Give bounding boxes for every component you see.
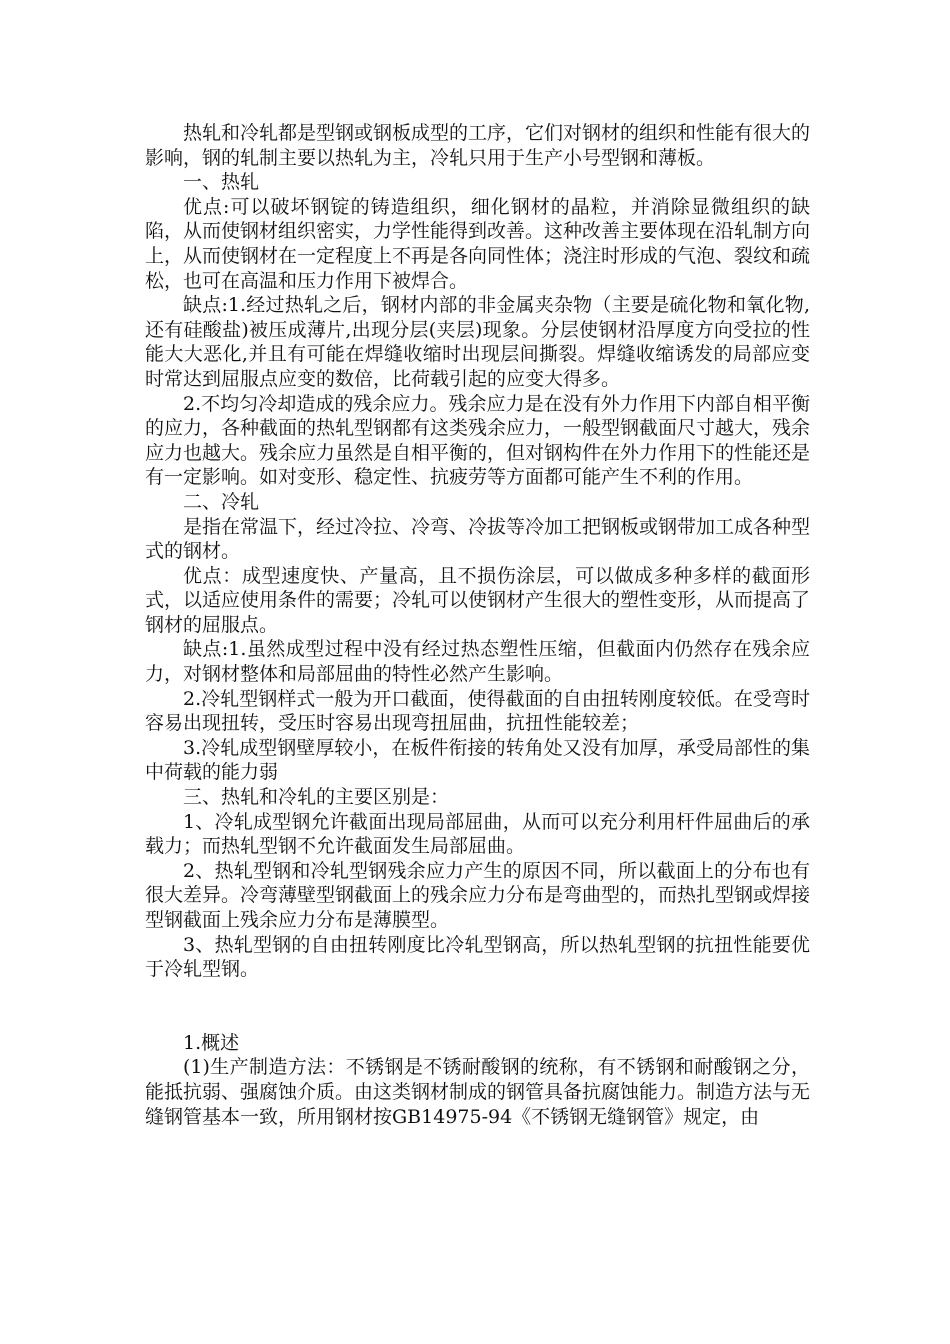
section-rolling: [145, 121, 810, 982]
hot-rolling-disadvantage-1: 缺点:1.经过热轧之后，钢材内部的非金属夹杂物（主要是硫化物和氧化物,还有硅酸盐)被压成薄片,出现分层(夹层)现象。分层使钢材沿厚度方向受拉的性能大大恶化,并且有可能在焊缝收缩时出现层间撕裂。焊缝收缩诱发的局部应变时常达到屈服点应变的数倍，比荷载引起的应变大得多。: [145, 294, 810, 390]
cold-rolling-advantages: 优点：成型速度快、产量高，且不损伤涂层，可以做成多种多样的截面形式，以适应使用条件的需要；冷轧可以使钢材产生很大的塑性变形，从而提高了钢材的屈服点。: [145, 564, 811, 636]
hot-rolling-disadvantage-2: 2.不均匀冷却造成的残余应力。残余应力是在没有外力作用下内部自相平衡的应力，各种截面的热轧型钢都有这类残余应力，一般型钢截面尺寸越大，残余应力也越大。残余应力虽然是自相平衡的，但对钢构件在外力作用下的性能还是有一定影响。如对变形、稳定性、抗疲劳等方面都可能产生不利的作用。: [145, 392, 811, 489]
cold-rolling-definition: 是指在常温下，经过冷拉、冷弯、冷拔等冷加工把钢板或钢带加工成各种型式的钢材。: [145, 515, 811, 563]
difference-3: 3、热轧型钢的自由扭转刚度比冷轧型钢高，所以热轧型钢的抗扭性能要优于冷轧型钢。: [145, 933, 810, 981]
document-page: [145, 121, 810, 1129]
cold-rolling-disadvantage-1: 缺点:1.虽然成型过程中没有经过热态塑性压缩，但截面内仍然存在残余应力，对钢材整体和局部屈曲的特性必然产生影响。: [145, 638, 810, 686]
intro-paragraph: 热轧和冷轧都是型钢或钢板成型的工序，它们对钢材的组织和性能有很大的影响，钢的轧制主要以热轧为主，冷轧只用于生产小号型钢和薄板。: [145, 122, 811, 169]
difference-2: 2、热轧型钢和冷轧型钢残余应力产生的原因不同，所以截面上的分布也有很大差异。冷弯薄壁型钢截面上的残余应力分布是弯曲型的，而热扎型钢或焊接型钢截面上残余应力分布是薄膜型。: [145, 859, 811, 931]
section-gap: [145, 982, 810, 1031]
heading-overview: 1.概述: [183, 1031, 240, 1054]
hot-rolling-advantages: 优点:可以破坏钢锭的铸造组织，细化钢材的晶粒，并消除显微组织的缺陷，从而使钢材组织密实，力学性能得到改善。这种改善主要体现在沿轧制方向上，从而使钢材在一定程度上不再是各向同性体；浇注时形成的气泡、裂纹和疏松，也可在高温和压力作用下被焊合。: [145, 195, 811, 292]
section-stainless: [145, 1031, 810, 1129]
heading-hot-rolling: 一、热轧: [183, 171, 260, 194]
manufacturing-method: (1)生产制造方法：不锈钢是不锈耐酸钢的统称，有不锈钢和耐酸钢之分，能抵抗弱、强腐蚀介质。由这类钢材制成的钢管具备抗腐蚀能力。制造方法与无缝钢管基本一致，所用钢材按GB14975-94《不锈钢无缝钢管》规定，由: [145, 1056, 811, 1128]
cold-rolling-disadvantage-3: 3.冷轧成型钢壁厚较小，在板件衔接的转角处又没有加厚，承受局部性的集中荷载的能力弱: [145, 736, 810, 784]
heading-cold-rolling: 二、冷轧: [183, 490, 260, 513]
heading-main-differences: 三、热轧和冷轧的主要区别是：: [183, 786, 450, 809]
cold-rolling-disadvantage-2: 2.冷轧型钢样式一般为开口截面，使得截面的自由扭转刚度较低。在受弯时容易出现扭转，受压时容易出现弯扭屈曲，抗扭性能较差；: [145, 687, 810, 735]
difference-1: 1、冷轧成型钢允许截面出现局部屈曲，从而可以充分利用杆件屈曲后的承载力；而热轧型钢不允许截面发生局部屈曲。: [145, 810, 810, 858]
